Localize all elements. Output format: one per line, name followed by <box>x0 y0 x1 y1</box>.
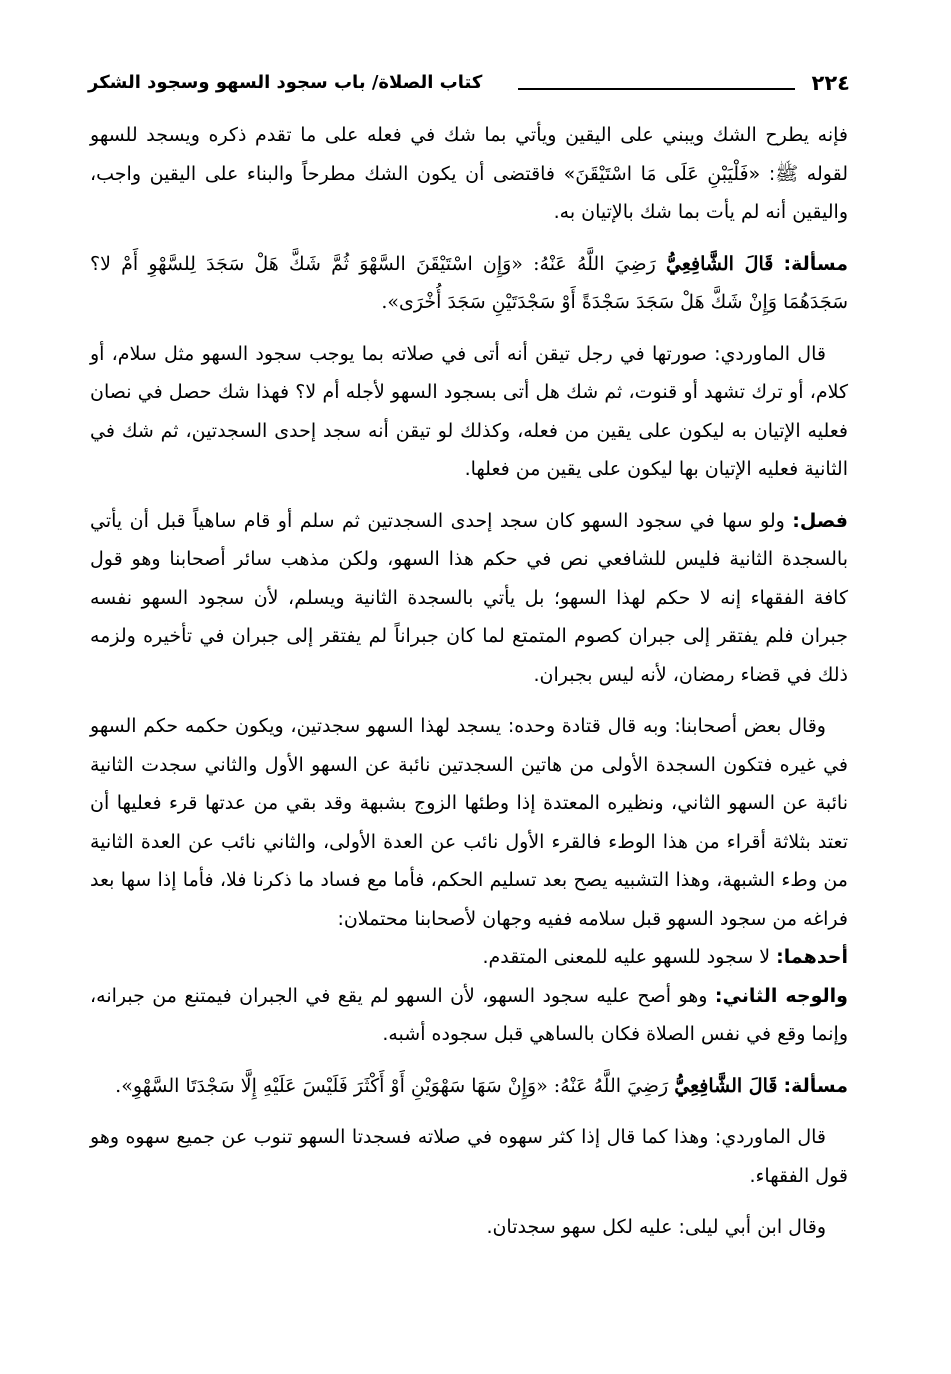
paragraph-text: قال الماوردي: وهذا كما قال إذا كثر سهوه في صلاته فسجدتا السهو تنوب عن جميع سهوه وهو قول الفقهاء. <box>90 1126 848 1187</box>
imam-name: قَالَ الشَّافِعِيُّ <box>674 1074 778 1097</box>
paragraph-ashab <box>90 707 848 938</box>
paragraph-text: فإنه يطرح الشك ويبني على اليقين ويأتي بما شك في فعله على ما تقدم ذكره ويسجد للسهو لقوله ﷺ: «فَلْيَبْنِ عَلَى مَا اسْتَيْقَنَ» فاقتضى أن يكون الشك مطرحاً والبناء على اليقين واجب، واليقين أنه لم يأت بما شك بالإتيان به. <box>90 124 848 223</box>
second-view-label: والوجه الثاني: <box>714 984 848 1007</box>
masala-text: رَضِيَ اللَّهُ عَنْهُ: «وَإِنْ سَهَا سَهْوَيْنِ أَوْ أَكْثَرَ فَلَيْسَ عَلَيْهِ إِلَّا سَجْدَتَا السَّهْوِ». <box>115 1074 669 1097</box>
running-title: كتاب الصلاة/ باب سجود السهو وسجود الشكر <box>88 72 483 93</box>
paragraph-mawardi-2 <box>90 1118 848 1195</box>
page-number: ٢٢٤ <box>811 71 850 95</box>
masala-text: رَضِيَ اللَّهُ عَنْهُ: «وَإِن اسْتَيْقَنَ السَّهْوَ ثُمَّ شَكَّ هَلْ سَجَدَ لِلسَّهْوِ أَمْ لا؟ سَجَدَهُمَا وَإِنْ شَكَّ هَلْ سَجَدَ سَجْدَةً أَوْ سَجْدَتَيْنِ سَجَدَ أُخْرَى». <box>90 252 848 313</box>
masala-1 <box>90 245 848 322</box>
fasl-label: فصل: <box>792 509 849 532</box>
imam-name: قَالَ الشَّافِعِيُّ <box>666 252 774 275</box>
masala-label: مسألة: <box>783 252 849 275</box>
first-view-label: أحدهما: <box>776 946 848 968</box>
paragraph-text: وقال بعض أصحابنا: وبه قال قتادة وحده: يسجد لهذا السهو سجدتين، ويكون حكمه حكم السهو في غيره فتكون السجدة الأولى من هاتين السجدتين نائبة عن السهو الأول والثاني سجدت الثانية نائبة عن السهو الثاني، ونظيره المعتدة إذا وطئها الزوج بشبهة وقد بقي من عدتها قرء فعليها أن تعتد بثلاثة أقراء من هذا الوطء فالقرء الأول نائب عن العدة الأولى، والثاني نائب عن العدة الثانية من وطء الشبهة، وهذا التشبيه يصح بعد تسليم الحكم، فأما مع فساد ما ذكرنا فلا، فأما إذا سها بعد فراغه من سجود السهو قبل سلامه ففيه وجهان لأصحابنا محتملان: <box>90 715 848 930</box>
paragraph-text: وقال ابن أبي ليلى: عليه لكل سهو سجدتان. <box>486 1216 826 1238</box>
first-view <box>90 938 848 977</box>
paragraph-text: قال الماوردي: صورتها في رجل تيقن أنه أتى في صلاته بما يوجب سجود السهو مثل سلام، أو كلام، أو ترك تشهد أو قنوت، ثم شك هل أتى بسجود السهو لأجله أم لا؟ فهذا شك حصل في نصان فعليه الإتيان به ليكون على يقين من فعله، وكذلك لو تيقن أنه سجد إحدى السجدتين، ثم شك في الثانية فعليه الإتيان بها ليكون على يقين من فعلها. <box>90 342 848 480</box>
page-body <box>90 116 848 1260</box>
page-header <box>88 66 850 100</box>
paragraph-text: وهو أصح عليه سجود السهو، لأن السهو لم يقع في الجبران فيمتنع من جبرانه، وإنما وقع في نفس الصلاة فكان بالساهي قبل سجوده أشبه. <box>90 984 848 1045</box>
paragraph-1 <box>90 116 848 232</box>
paragraph-ibn-abi-layla <box>90 1208 848 1247</box>
paragraph-text: ولو سها في سجود السهو كان سجد إحدى السجدتين ثم سلم أو قام ساهياً قبل أن يأتي بالسجدة الثانية فليس للشافعي نص في حكم هذا السهو، ولكن مذهب سائر أصحابنا وهو قول كافة الفقهاء إنه لا حكم لهذا السهو؛ بل يأتي بالسجدة الثانية ويسلم، لأن سجود السهو نفسه جبران فلم يفتقر إلى جبران كصوم المتمتع لما كان جبراناً لم يفتقر إلى جبران في تأخيره ولزمه ذلك في قضاء رمضان، لأنه ليس بجبران. <box>90 509 848 686</box>
paragraph-mawardi-1 <box>90 335 848 489</box>
masala-label: مسألة: <box>783 1074 848 1097</box>
masala-2 <box>90 1067 848 1106</box>
paragraph-text: لا سجود للسهو عليه للمعنى المتقدم. <box>482 946 771 968</box>
header-rule <box>518 88 795 90</box>
fasl-section <box>90 502 848 695</box>
second-view <box>90 977 848 1054</box>
